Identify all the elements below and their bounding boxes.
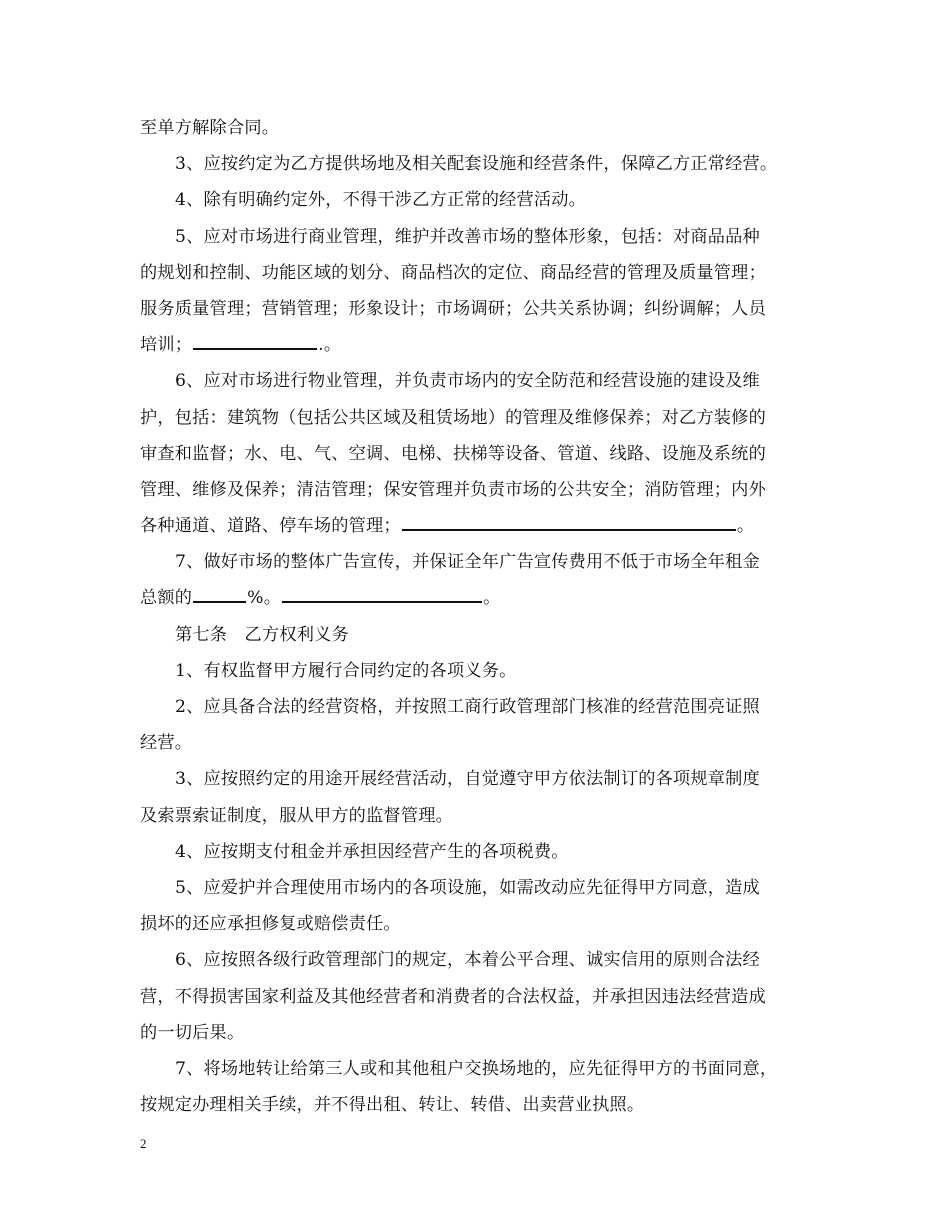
paragraph-line: 7、将场地转让给第三人或和其他租户交换场地的，应先征得甲方的书面同意， bbox=[175, 1058, 778, 1079]
paragraph-line: 护，包括：建筑物（包括公共区域及租赁场地）的管理及维修保养；对乙方装修的 bbox=[140, 407, 766, 428]
paragraph-line: 4、除有明确约定外，不得干涉乙方正常的经营活动。 bbox=[175, 190, 587, 211]
paragraph-line: 4、应按期支付租金并承担因经营产生的各项税费。 bbox=[175, 841, 569, 862]
paragraph-line: 服务质量管理；营销管理；形象设计；市场调研；公共关系协调；纠纷调解；人员 bbox=[140, 298, 766, 319]
fill-in-blank bbox=[193, 334, 317, 350]
paragraph-line: 5、应爱护并合理使用市场内的各项设施，如需改动应先征得甲方同意，造成 bbox=[175, 877, 760, 898]
paragraph-line: 7、做好市场的整体广告宣传，并保证全年广告宣传费用不低于市场全年租金 bbox=[175, 552, 760, 573]
paragraph-line: 至单方解除合同。 bbox=[140, 118, 280, 138]
paragraph-line: 3、应按照约定的用途开展经营活动，自觉遵守甲方依法制订的各项规章制度 bbox=[175, 769, 760, 790]
paragraph-line bbox=[140, 508, 810, 544]
fill-in-blank bbox=[402, 515, 736, 531]
paragraph-line: 及索票索证制度，服从甲方的监督管理。 bbox=[140, 805, 453, 826]
document-body bbox=[140, 110, 810, 1123]
line-text: 各种通道、道路、停车场的管理； bbox=[140, 516, 401, 537]
paragraph-line: 6、应对市场进行物业管理，并负责市场内的安全防范和经营设施的建设及维 bbox=[175, 371, 760, 392]
fill-in-blank bbox=[282, 587, 482, 603]
line-text: 。 bbox=[736, 516, 755, 537]
paragraph-line: 的规划和控制、功能区域的划分、商品档次的定位、商品经营的管理及质量管理； bbox=[140, 262, 766, 283]
paragraph-line bbox=[140, 327, 810, 363]
line-text: %。 bbox=[247, 588, 282, 609]
paragraph-line: 损坏的还应承担修复或赔偿责任。 bbox=[140, 914, 401, 935]
paragraph-line: 2、应具备合法的经营资格，并按照工商行政管理部门核准的经营范围亮证照 bbox=[175, 697, 760, 717]
section-heading: 第七条 乙方权利义务 bbox=[175, 624, 349, 645]
paragraph-line: 1、有权监督甲方履行合同约定的各项义务。 bbox=[175, 660, 517, 681]
paragraph-line: 3、应按约定为乙方提供场地及相关配套设施和经营条件，保障乙方正常经营。 bbox=[175, 154, 778, 175]
paragraph-line: 6、应按照各级行政管理部门的规定，本着公平合理、诚实信用的原则合法经 bbox=[175, 950, 760, 971]
page-number: 2 bbox=[140, 1136, 147, 1151]
fill-in-blank bbox=[193, 587, 246, 603]
paragraph-line: 的一切后果。 bbox=[140, 1022, 245, 1043]
paragraph-line: 5、应对市场进行商业管理，维护并改善市场的整体形象，包括：对商品品种 bbox=[175, 226, 760, 247]
paragraph-line: 审查和监督；水、电、气、空调、电梯、扶梯等设备、管道、线路、设施及系统的 bbox=[140, 443, 766, 464]
paragraph-line: 经营。 bbox=[140, 733, 193, 754]
paragraph-line: 管理、维修及保养；清洁管理；保安管理并负责市场的公共安全；消防管理；内外 bbox=[140, 479, 766, 500]
paragraph-line: 按规定办理相关手续，并不得出租、转让、转借、出卖营业执照。 bbox=[140, 1095, 645, 1116]
line-text: 培训； bbox=[140, 335, 193, 356]
paragraph-line bbox=[140, 580, 810, 616]
line-text: 总额的 bbox=[140, 588, 193, 609]
line-text: .。 bbox=[318, 335, 342, 356]
paragraph-line: 营，不得损害国家利益及其他经营者和消费者的合法权益，并承担因违法经营造成 bbox=[140, 986, 766, 1007]
line-text: 。 bbox=[483, 588, 501, 609]
